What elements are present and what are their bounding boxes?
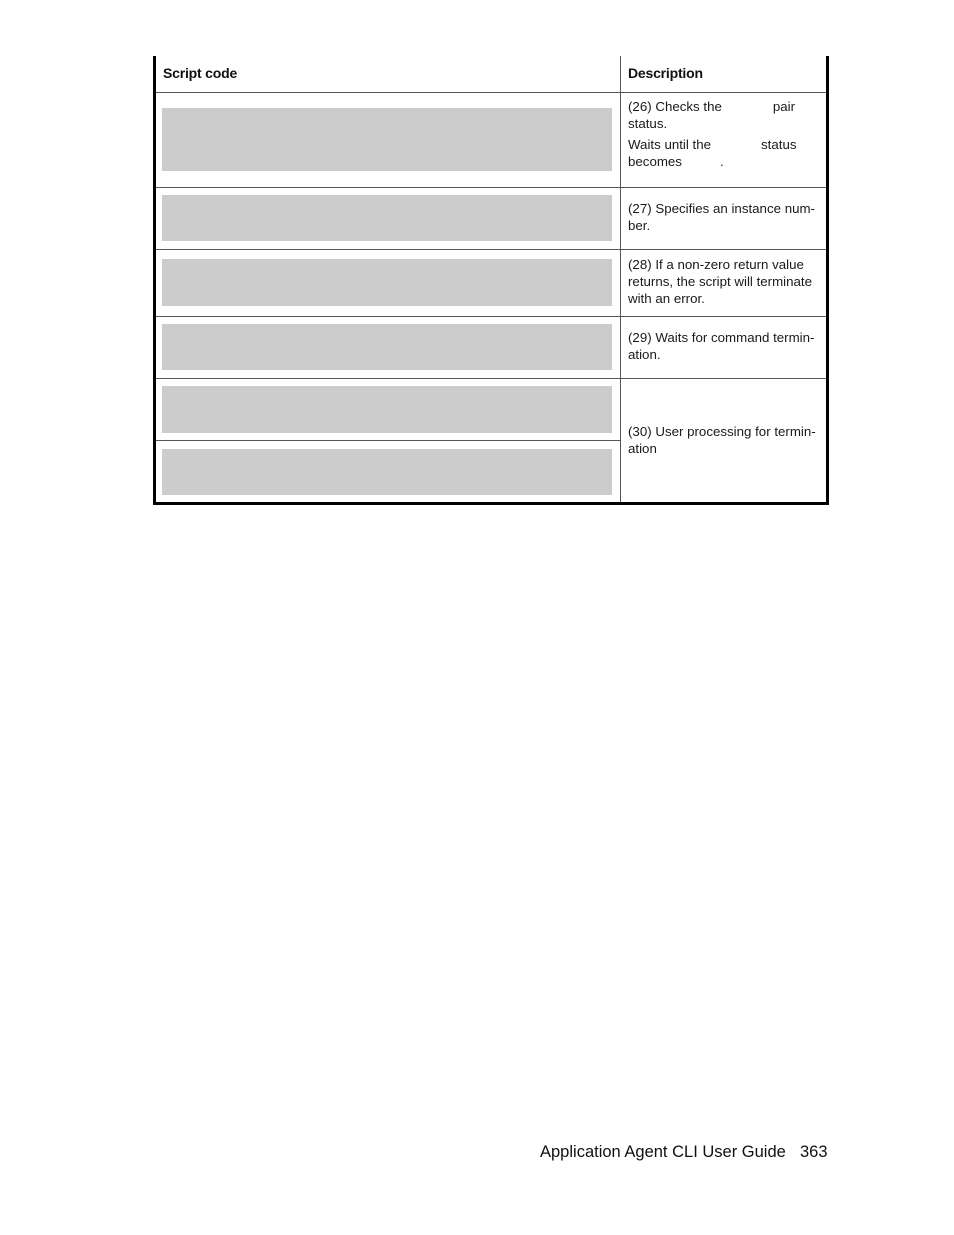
code-row-separator bbox=[156, 440, 620, 441]
script-code-block bbox=[162, 195, 612, 241]
description-cell-28: (28) If a non-zero return value returns, the script will terminate with an error. bbox=[628, 257, 813, 306]
header-description: Description bbox=[628, 65, 703, 81]
header-separator bbox=[156, 92, 826, 93]
footer-page-number: 363 bbox=[800, 1143, 828, 1161]
script-code-block bbox=[162, 386, 612, 433]
desc-text: (26) Checks the bbox=[628, 99, 722, 114]
script-code-block bbox=[162, 324, 612, 370]
script-table bbox=[153, 56, 829, 505]
description-cell-29: (29) Waits for command termin-ation. bbox=[628, 330, 815, 362]
row-separator bbox=[156, 249, 826, 250]
description-cell-27: (27) Specifies an instance num-ber. bbox=[628, 201, 815, 233]
row-separator bbox=[156, 187, 826, 188]
script-code-block bbox=[162, 259, 612, 306]
header-script-code: Script code bbox=[163, 65, 238, 81]
script-code-block bbox=[162, 449, 612, 495]
script-code-block bbox=[162, 108, 612, 171]
desc-text: pair bbox=[772, 99, 796, 114]
desc-text: . bbox=[719, 154, 724, 169]
desc-text: status. bbox=[628, 116, 668, 131]
desc-text: Waits until the bbox=[628, 137, 712, 152]
row-separator bbox=[156, 378, 826, 379]
row-separator bbox=[156, 316, 826, 317]
column-divider bbox=[620, 56, 621, 502]
description-cell-30: (30) User processing for termin-ation bbox=[628, 424, 816, 456]
footer-guide-title: Application Agent CLI User Guide bbox=[540, 1143, 786, 1161]
desc-text: becomes bbox=[628, 154, 682, 169]
description-cell-26 bbox=[628, 98, 818, 170]
desc-text: status bbox=[761, 137, 797, 152]
